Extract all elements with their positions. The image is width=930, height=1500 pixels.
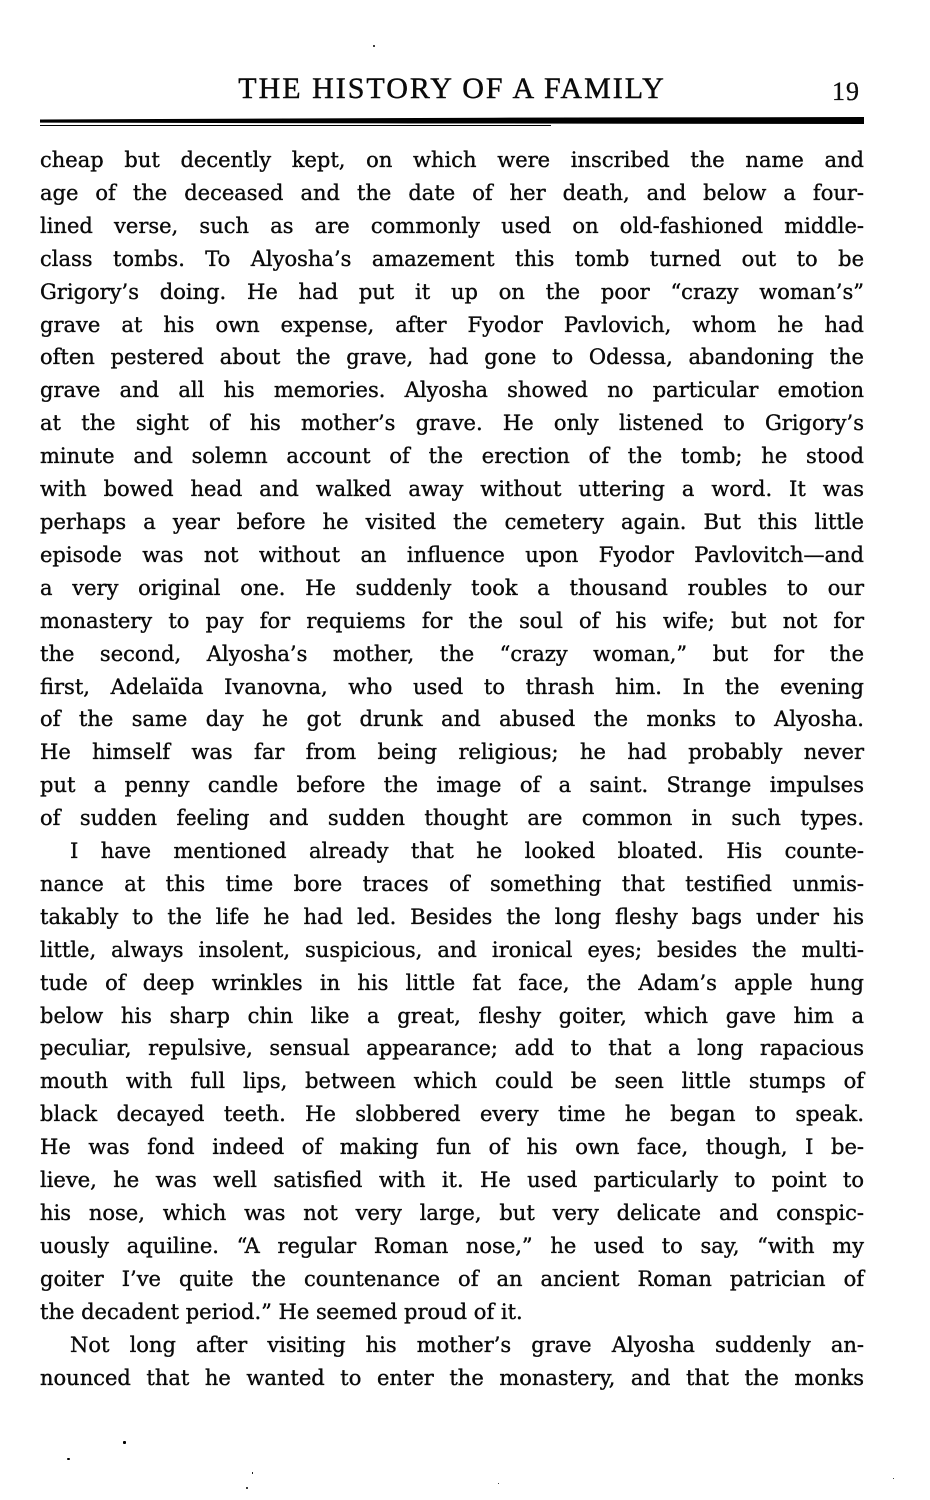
text-line: monastery to pay for requiems for the soul of his wife; but not for [40,608,864,633]
text-line: uously aquiline. “A regular Roman nose,” he used to say, “with my [40,1233,864,1258]
scan-speck [246,1487,248,1489]
text-line: the decadent period.” He seemed proud of it. [40,1299,523,1324]
header-rule-main [40,117,864,124]
text-line: He himself was far from being religious; he had probably never [40,740,864,765]
text-line: Grigory’s doing. He had put it up on the poor “crazy woman’s” [40,279,864,304]
text-line: of sudden feeling and sudden thought are common in such types. [40,806,864,831]
text-line: class tombs. To Alyosha’s amazement this tomb turned out to be [40,246,864,271]
text-line: the second, Alyosha’s mother, the “crazy woman,” but for the [40,641,864,666]
page-number: 19 [832,77,860,106]
text-line: black decayed teeth. He slobbered every time he began to speak. [40,1102,864,1127]
text-line: first, Adelaïda Ivanovna, who used to thrash him. In the evening [40,674,864,699]
text-line: cheap but decently kept, on which were inscribed the name and [40,148,864,172]
text-line: lined verse, such as are commonly used on old-fashioned middle- [40,213,864,238]
scan-speck [893,1478,894,1479]
text-line: at the sight of his mother’s grave. He only listened to Grigory’s [40,411,864,436]
text-line: grave and all his memories. Alyosha showed no particular emotion [40,378,864,403]
page-header [40,72,864,112]
text-line: below his sharp chin like a great, fleshy goiter, which gave him a [40,1003,864,1028]
header-rule-thin [40,125,551,126]
text-line: nounced that he wanted to enter the monastery, and that the monks [40,1365,864,1390]
text-line: nance at this time bore traces of something that testified unmis- [40,871,864,896]
text-line: minute and solemn account of the erection of the tomb; he stood [40,444,864,469]
scan-speck [373,45,375,47]
text-line: Not long after visiting his mother’s grave Alyosha suddenly an- [70,1332,864,1357]
text-line: grave at his own expense, after Fyodor Pavlovich, whom he had [40,312,864,337]
text-line: He was fond indeed of making fun of his own face, though, I be- [40,1135,864,1160]
text-line: peculiar, repulsive, sensual appearance; add to that a long rapacious [40,1036,864,1061]
text-line: age of the deceased and the date of her death, and below a four- [40,180,864,205]
text-line: with bowed head and walked away without uttering a word. It was [40,477,864,502]
text-line: a very original one. He suddenly took a thousand roubles to our [40,575,864,600]
scan-speck [252,1472,253,1474]
header-rule [40,117,864,129]
text-line: his nose, which was not very large, but very delicate and conspic- [40,1201,864,1225]
text-line: mouth with full lips, between which could be seen little stumps of [40,1069,864,1094]
text-line: lieve, he was well satisfied with it. He used particularly to point to [40,1168,864,1193]
text-line: takably to the life he had led. Besides the long fleshy bags under his [40,904,864,929]
text-line: perhaps a year before he visited the cemetery again. But this little [40,509,864,534]
text-line: put a penny candle before the image of a saint. Strange impulses [40,773,864,798]
text-line: often pestered about the grave, had gone to Odessa, abandoning the [40,345,864,370]
scan-speck [123,1441,126,1444]
text-line: of the same day he got drunk and abused the monks to Alyosha. [40,707,864,732]
scan-speck [498,1483,499,1484]
text-line: little, always insolent, suspicious, and ironical eyes; besides the multi- [40,937,864,962]
scan-speck [67,1458,70,1460]
text-line: tude of deep wrinkles in his little fat face, the Adam’s apple hung [40,970,864,995]
text-line: goiter I’ve quite the countenance of an ancient Roman patrician of [40,1266,864,1291]
text-line: I have mentioned already that he looked bloated. His counte- [70,839,864,864]
page-body [40,144,864,1394]
running-title: THE HISTORY OF A FAMILY [238,72,666,105]
text-line: episode was not without an influence upon Fyodor Pavlovitch—and [40,542,864,567]
